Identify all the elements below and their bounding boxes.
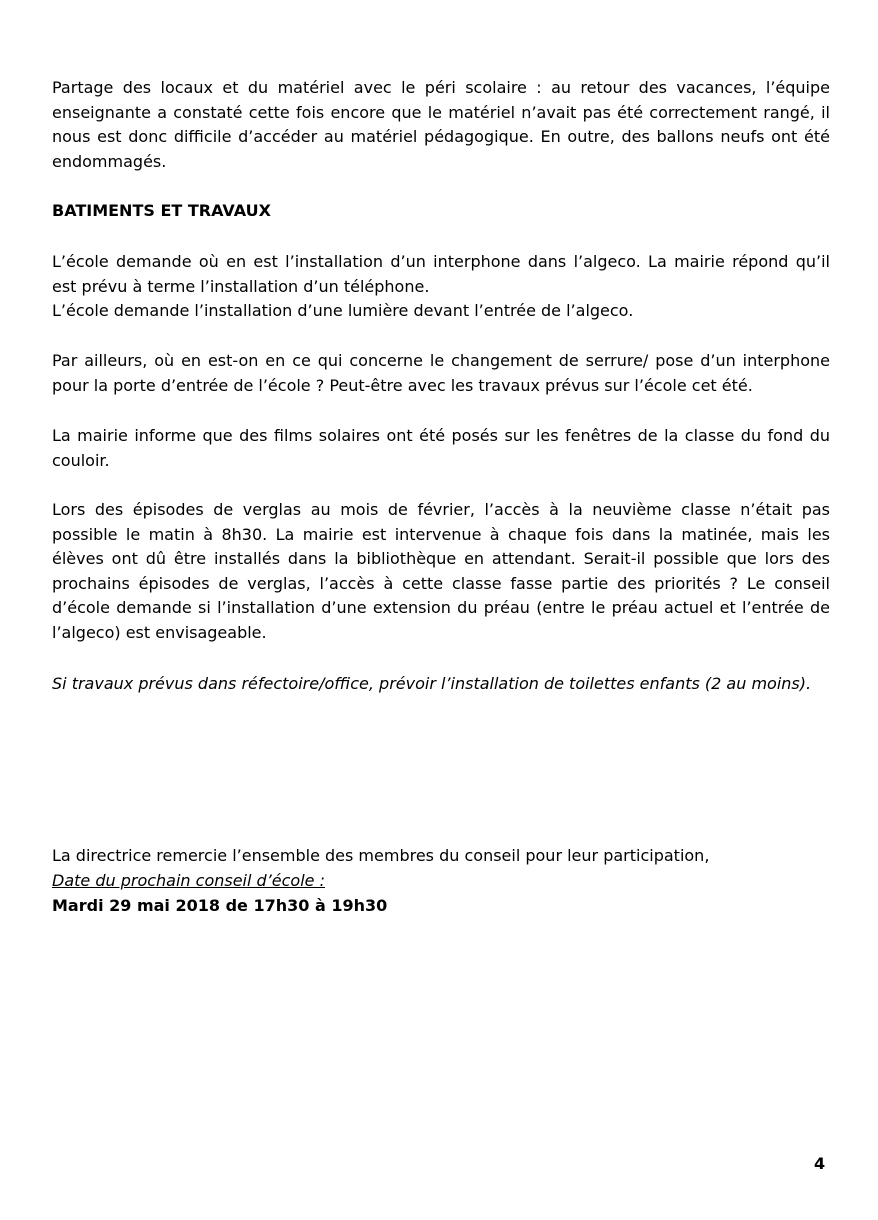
section-heading-buildings: BATIMENTS ET TRAVAUX [52,201,271,220]
paragraph-interphone-algeco: L’école demande où en est l’installation d’un interphone dans l’algeco. La mairie répond qu’il est prévu à terme l’installation d’un téléphone. [52,252,830,296]
page-number: 4 [814,1154,826,1173]
closing-thanks: La directrice remercie l’ensemble des membres du conseil pour leur participation, [52,846,710,865]
paragraph-solar-films: La mairie informe que des films solaires ont été posés sur les fenêtres de la classe du fond du couloir. [52,426,830,470]
paragraph-shared-premises: Partage des locaux et du matériel avec le péri scolaire : au retour des vacances, l’équipe enseignante a constaté cette fois encore que le matériel n’avait pas été correctement rangé, il nous est donc difficile d’accéder au matériel pédagogique. En outre, des ballons neufs ont été endommagés. [52,78,830,171]
paragraph-toilets-note: Si travaux prévus dans réfectoire/office, prévoir l’installation de toilettes enfants (2 au moins). [52,674,812,693]
paragraph-lock-change: Par ailleurs, où en est-on en ce qui concerne le changement de serrure/ pose d’un interphone pour la porte d’entrée de l’école ? Peut-être avec les travaux prévus sur l’école cet été. [52,351,830,395]
paragraph-ice-episodes: Lors des épisodes de verglas au mois de février, l’accès à la neuvième classe n’était pas possible le matin à 8h30. La mairie est intervenue à chaque fois dans la matinée, mais les élèves ont dû être installés dans la bibliothèque en attendant. Serait-il possible que lors des prochains épisodes de verglas, l’accès à cette classe fasse partie des priorités ? Le conseil d’école demande si l’installation d’une extension du préau (entre le préau actuel et l’entrée de l’algeco) est envisageable. [52,500,830,642]
paragraph-light-algeco: L’école demande l’installation d’une lumière devant l’entrée de l’algeco. [52,301,634,320]
next-council-date: Mardi 29 mai 2018 de 17h30 à 19h30 [52,896,388,915]
next-council-label: Date du prochain conseil d’école : [52,871,325,890]
